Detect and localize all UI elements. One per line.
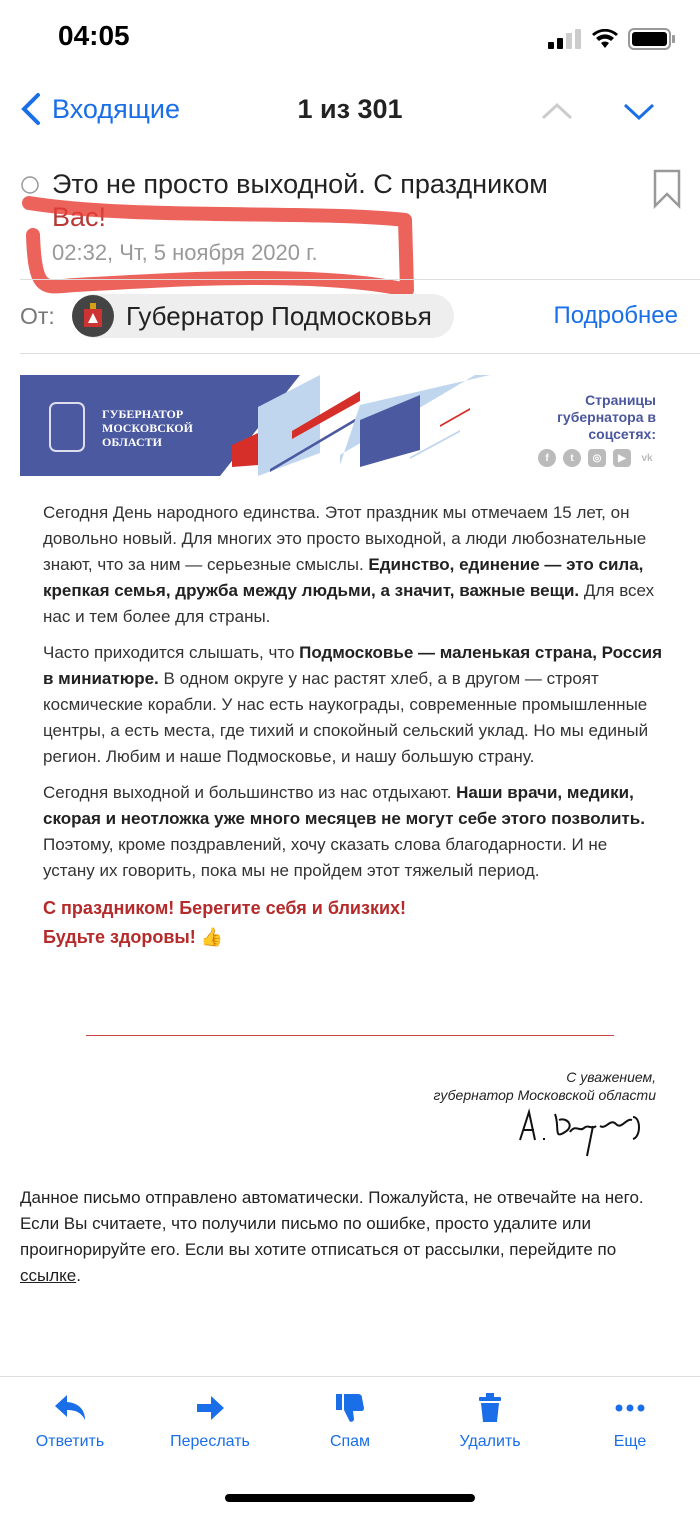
message-counter: 1 из 301 xyxy=(297,94,403,124)
unsubscribe-link[interactable]: ссылке xyxy=(20,1266,77,1285)
more-dots-icon xyxy=(613,1391,647,1425)
signal-icon xyxy=(548,29,582,49)
home-indicator[interactable] xyxy=(225,1494,475,1502)
status-time: 04:05 xyxy=(58,20,130,51)
wifi-icon xyxy=(592,29,618,49)
banner-logo-text-1: ГУБЕРНАТОР xyxy=(102,407,184,421)
red-highlight-scribble xyxy=(15,195,420,310)
twitter-icon[interactable]: t xyxy=(563,449,581,467)
handwritten-signature xyxy=(515,1102,655,1160)
trash-icon xyxy=(473,1391,507,1425)
paragraph: Сегодня выходной и большинство из нас отдыхают. Наши врачи, медики, скорая и неотложка уже много месяцев не могут себе этого позволить. Поэтому, кроме поздравлений, хочу сказать слова благодарности. И не устану их говорить, пока мы не пройдем этот тяжелый период. xyxy=(43,783,645,880)
bookmark-button[interactable] xyxy=(652,168,682,210)
sender-avatar xyxy=(72,295,114,337)
back-label: Входящие xyxy=(52,93,181,124)
banner-logo-text-3: ОБЛАСТИ xyxy=(102,435,162,449)
divider xyxy=(20,279,700,280)
divider xyxy=(20,353,700,354)
spam-button[interactable]: Спам xyxy=(290,1391,410,1515)
instagram-icon[interactable]: ◎ xyxy=(588,449,606,467)
sender-name: Губернатор Подмосковья xyxy=(126,300,432,331)
coat-of-arms-icon xyxy=(82,303,104,329)
subject-line-1: Это не просто выходной. С праздником xyxy=(52,169,548,199)
greeting-line-2: Будьте здоровы! 👍 xyxy=(43,927,224,947)
social-title: Страницы губернатора в соцсетях: xyxy=(557,392,656,442)
reply-button[interactable]: Ответить xyxy=(10,1391,130,1515)
unread-toggle[interactable] xyxy=(20,175,40,195)
sender-chip[interactable] xyxy=(72,294,454,338)
message-date: 02:32, Чт, 5 ноября 2020 г. xyxy=(52,240,318,265)
facebook-icon[interactable]: f xyxy=(538,449,556,467)
sign-line-2: губернатор Московской области xyxy=(433,1087,656,1103)
paragraph: Часто приходится слышать, что Подмосковье — маленькая страна, Россия в миниатюре. В одном округе у нас растят хлеб, а в другом — строят космические корабли. У нас есть наукограды, современные промышленные центры, а есть места, где тихий и спокойный сельский уклад. Но мы единый регион. Любим и наше Подмосковье, и нашу большую страну. xyxy=(43,643,663,766)
previous-message-button[interactable] xyxy=(540,100,574,122)
battery-icon xyxy=(628,28,676,50)
signature-block xyxy=(433,1068,656,1104)
sign-line-1: С уважением, xyxy=(566,1069,656,1085)
status-icons xyxy=(548,28,676,50)
thumbs-down-icon xyxy=(333,1391,367,1425)
details-link[interactable]: Подробнее xyxy=(553,302,678,329)
arrow-right-icon xyxy=(193,1391,227,1425)
subject-line-2: Вас! xyxy=(52,202,107,232)
social-block xyxy=(526,392,656,467)
paragraph: Сегодня День народного единства. Этот праздник мы отмечаем 15 лет, он довольно новый. Для многих это просто выходной, а люди любознательные знают, что за ним — серьезные смыслы. Единство, единение — это сила, крепкая семья, дружба между людьми, а значит, важные вещи. Для всех нас и тем более для страны. xyxy=(43,503,655,626)
greeting-line-1: С праздником! Берегите себя и близких! xyxy=(43,898,407,918)
email-banner xyxy=(20,375,490,476)
from-label: От: xyxy=(20,303,55,329)
more-button[interactable]: Еще xyxy=(570,1391,690,1515)
forward-button[interactable]: Переслать xyxy=(150,1391,270,1515)
footer-note: Данное письмо отправлено автоматически. Пожалуйста, не отвечайте на него. Если Вы считаете, что получили письмо по ошибке, просто удалите или проигнорируйте его. Если вы хотите отписаться от рассылки, перейдите по ссылке. xyxy=(20,1188,644,1285)
message-body xyxy=(43,500,663,952)
delete-button[interactable]: Удалить xyxy=(430,1391,550,1515)
next-message-button[interactable] xyxy=(622,100,656,122)
vk-icon[interactable]: vk xyxy=(641,452,653,464)
banner-logo-text-2: МОСКОВСКОЙ xyxy=(102,421,193,435)
reply-icon xyxy=(53,1391,87,1425)
red-divider xyxy=(86,1035,614,1036)
youtube-icon[interactable]: ▶ xyxy=(613,449,631,467)
